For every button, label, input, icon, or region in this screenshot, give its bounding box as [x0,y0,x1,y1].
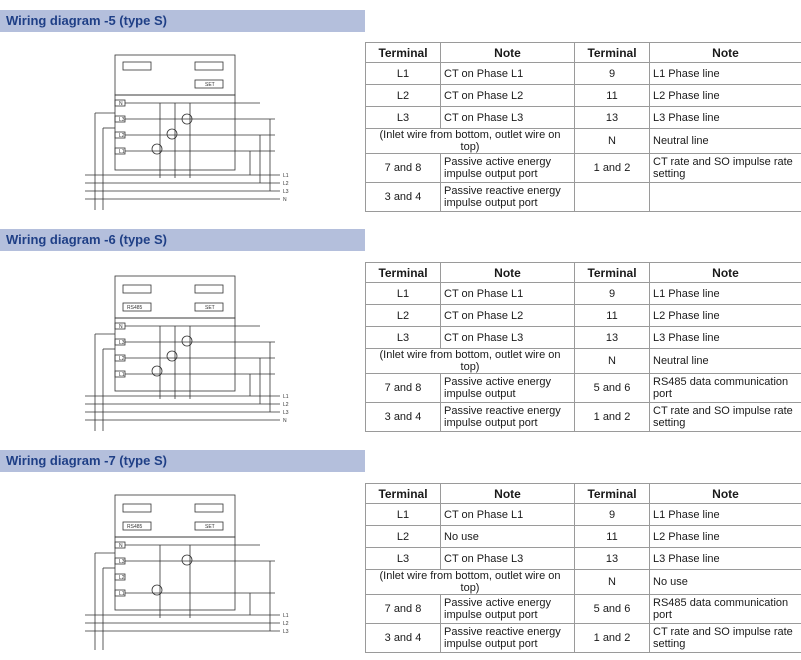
section-title: Wiring diagram -6 (type S) [6,232,167,247]
set-label: SET [205,524,215,530]
table-row [366,183,801,212]
table-row [366,349,801,374]
section-title: Wiring diagram -7 (type S) [6,453,167,468]
cell-terminal: 11 [575,85,650,107]
cell-terminal: 9 [575,63,650,85]
cell-terminal: 5 and 6 [575,595,650,624]
table-row [366,283,801,305]
cell-terminal: L2 [366,305,441,327]
table-row [366,63,801,85]
table-row [366,570,801,595]
terminal-label: L1 [119,149,125,155]
set-label: SET [205,82,215,88]
header-note: Note [441,263,575,283]
terminal-label: L2 [119,356,125,362]
cell-note: CT on Phase L3 [441,548,575,570]
wiring-diagram-svg [75,50,295,215]
header-note: Note [650,484,801,504]
table-row [366,85,801,107]
section-title-bar [0,450,365,472]
table-row [366,526,801,548]
cell-note: CT rate and SO impulse rate setting [650,403,801,432]
header-terminal: Terminal [575,43,650,63]
cell-note: CT rate and SO impulse rate setting [650,624,801,653]
header-terminal: Terminal [366,484,441,504]
table-row [366,107,801,129]
cell-terminal: 11 [575,526,650,548]
cell-note: CT on Phase L1 [441,283,575,305]
cell-note: Passive reactive energy impulse output port [441,624,575,653]
set-label: SET [205,305,215,311]
wiring-diagram [75,490,295,655]
cell-terminal: 5 and 6 [575,374,650,403]
terminal-label: L3 [119,117,125,123]
cell-inlet-note: (Inlet wire from bottom, outlet wire on top) [366,129,575,154]
cell-terminal: 13 [575,327,650,349]
header-terminal: Terminal [575,263,650,283]
header-terminal: Terminal [366,263,441,283]
line-label: L2 [283,181,289,187]
cell-terminal: 9 [575,504,650,526]
terminal-label: N [119,324,123,330]
cell-terminal: 3 and 4 [366,403,441,432]
cell-note: L3 Phase line [650,548,801,570]
cell-note: CT on Phase L1 [441,63,575,85]
cell-terminal: 3 and 4 [366,183,441,212]
cell-note: CT on Phase L2 [441,305,575,327]
terminal-label: N [119,101,123,107]
cell-note: Passive reactive energy impulse output port [441,403,575,432]
rs485-label: RS485 [127,524,143,530]
cell-note: Neutral line [650,129,801,154]
table-row [366,129,801,154]
cell-note: Passive active energy impulse output port [441,595,575,624]
table-row [366,624,801,653]
cell-note: L3 Phase line [650,327,801,349]
cell-terminal: L3 [366,107,441,129]
line-label: L3 [283,410,289,416]
terminal-label: L1 [119,372,125,378]
cell-terminal: N [575,349,650,374]
cell-terminal: L3 [366,548,441,570]
table-row [366,403,801,432]
cell-terminal: N [575,570,650,595]
table-row [366,595,801,624]
cell-inlet-note: (Inlet wire from bottom, outlet wire on top) [366,570,575,595]
header-note: Note [650,43,801,63]
cell-terminal: 1 and 2 [575,403,650,432]
table-row [366,305,801,327]
cell-terminal [575,183,650,212]
table-row [366,327,801,349]
section-title: Wiring diagram -5 (type S) [6,13,167,28]
cell-note: RS485 data communication port [650,374,801,403]
cell-terminal: N [575,129,650,154]
cell-note: Passive active energy impulse output port [441,154,575,183]
line-label: L2 [283,402,289,408]
line-label: L2 [283,621,289,627]
cell-note: L2 Phase line [650,305,801,327]
cell-terminal: 1 and 2 [575,624,650,653]
terminal-table [365,42,801,212]
wiring-diagram-svg [75,490,295,655]
cell-terminal: 7 and 8 [366,154,441,183]
cell-note: L3 Phase line [650,107,801,129]
section-diagram-7 [0,450,801,660]
cell-terminal: L3 [366,327,441,349]
cell-note: L1 Phase line [650,504,801,526]
cell-note: CT on Phase L3 [441,107,575,129]
line-label: N [283,197,287,203]
cell-terminal: 7 and 8 [366,374,441,403]
cell-note: CT on Phase L2 [441,85,575,107]
section-title-bar [0,10,365,32]
cell-terminal: 13 [575,548,650,570]
header-terminal: Terminal [366,43,441,63]
table-row [366,374,801,403]
cell-terminal: 13 [575,107,650,129]
header-note: Note [441,43,575,63]
table-row [366,504,801,526]
header-note: Note [650,263,801,283]
cell-note: CT on Phase L1 [441,504,575,526]
section-diagram-5 [0,10,801,220]
header-note: Note [441,484,575,504]
cell-terminal: L2 [366,526,441,548]
terminal-label: N [119,543,123,549]
cell-terminal: 1 and 2 [575,154,650,183]
section-title-bar [0,229,365,251]
cell-note: CT rate and SO impulse rate setting [650,154,801,183]
table-row [366,548,801,570]
cell-note: Neutral line [650,349,801,374]
cell-terminal: 9 [575,283,650,305]
cell-terminal: L2 [366,85,441,107]
cell-note: CT on Phase L3 [441,327,575,349]
terminal-label: L2 [119,133,125,139]
cell-note: Passive active energy impulse output [441,374,575,403]
cell-note: RS485 data communication port [650,595,801,624]
section-diagram-6 [0,229,801,439]
cell-terminal: L1 [366,504,441,526]
table-row [366,154,801,183]
terminal-label: L1 [119,591,125,597]
wiring-diagram [75,271,295,436]
cell-terminal: L1 [366,283,441,305]
line-label: L1 [283,613,289,619]
terminal-label: L3 [119,559,125,565]
line-label: N [283,418,287,424]
terminal-table [365,262,801,432]
cell-note: L1 Phase line [650,63,801,85]
cell-note: No use [441,526,575,548]
terminal-label: L2 [119,575,125,581]
cell-note: No use [650,570,801,595]
cell-inlet-note: (Inlet wire from bottom, outlet wire on top) [366,349,575,374]
line-label: L3 [283,629,289,635]
cell-terminal: 7 and 8 [366,595,441,624]
terminal-table [365,483,801,653]
cell-terminal: L1 [366,63,441,85]
cell-note: L1 Phase line [650,283,801,305]
cell-note [650,183,801,212]
cell-terminal: 11 [575,305,650,327]
line-label: L1 [283,394,289,400]
cell-note: L2 Phase line [650,526,801,548]
cell-note: L2 Phase line [650,85,801,107]
wiring-diagram [75,50,295,215]
terminal-label: L3 [119,340,125,346]
header-terminal: Terminal [575,484,650,504]
wiring-diagram-svg [75,271,295,436]
cell-terminal: 3 and 4 [366,624,441,653]
rs485-label: RS485 [127,305,143,311]
line-label: L1 [283,173,289,179]
cell-note: Passive reactive energy impulse output port [441,183,575,212]
line-label: L3 [283,189,289,195]
